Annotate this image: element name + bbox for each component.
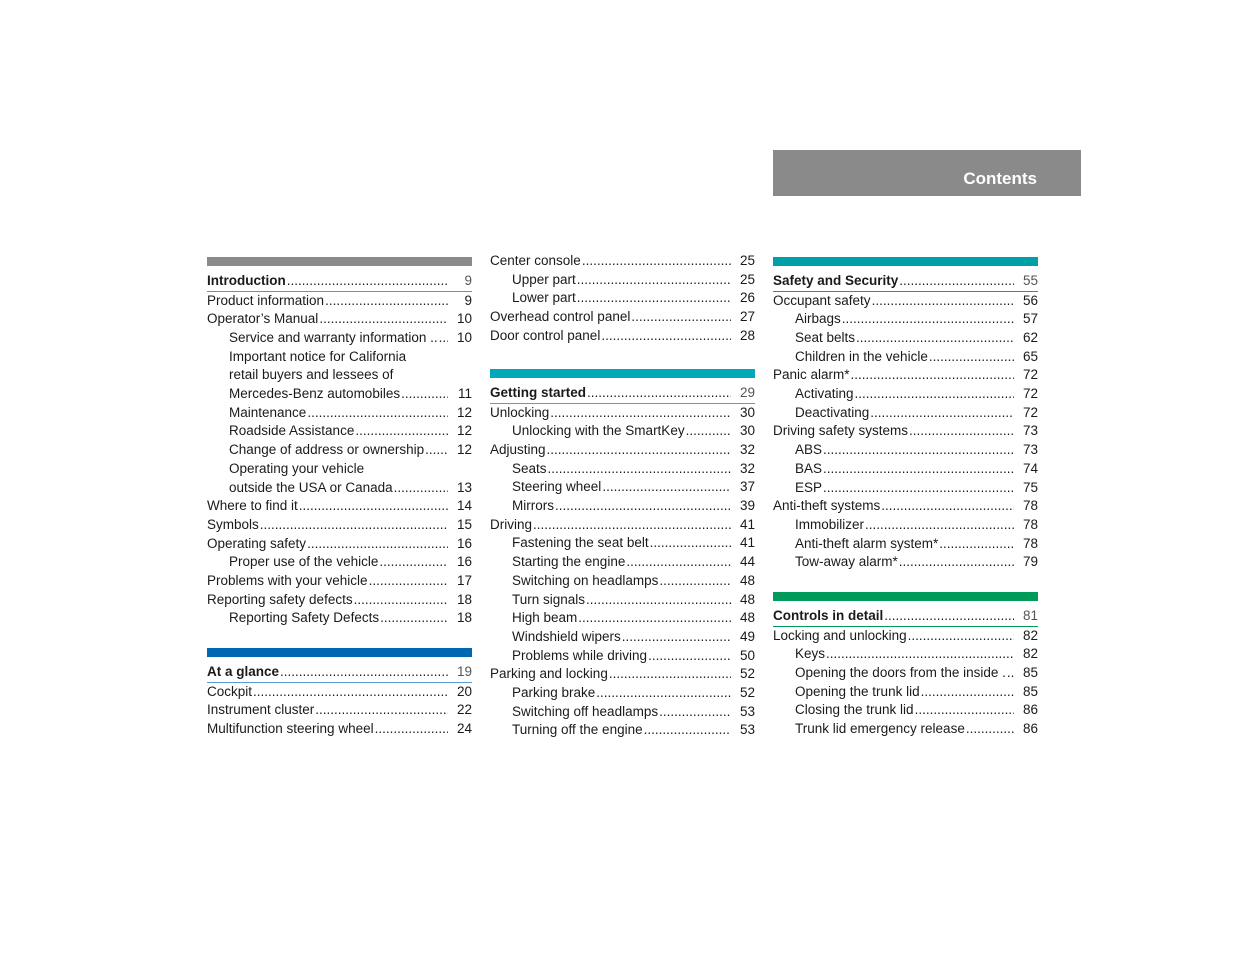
toc-entry-label: Cockpit: [207, 683, 253, 699]
dot-leader: [587, 384, 731, 403]
toc-entry-page: 16: [456, 535, 472, 551]
toc-entry[interactable]: [773, 292, 1038, 311]
toc-entry-label: ABS: [795, 442, 823, 458]
toc-entry-page: 86: [1022, 702, 1038, 718]
dot-leader: [596, 684, 731, 703]
dot-leader: [884, 607, 1014, 626]
toc-entry[interactable]: [207, 423, 472, 442]
toc-entry-page: 37: [739, 479, 755, 495]
toc-entry-label: Proper use of the vehicle: [229, 554, 379, 570]
dot-leader: [915, 701, 1014, 720]
dot-leader: [439, 329, 448, 348]
toc-entry-page: 48: [739, 610, 755, 626]
toc-entry-label: Parking and locking: [490, 666, 608, 682]
dot-leader: [547, 441, 731, 460]
dot-leader: [577, 289, 731, 308]
section-bar-at-a-glance: [207, 648, 472, 657]
toc-entry-label: Deactivating: [795, 404, 870, 420]
toc-entry-label: Instrument cluster: [207, 702, 315, 718]
dot-leader: [355, 422, 448, 441]
toc-entry-label: Children in the vehicle: [795, 348, 928, 364]
toc-entry-page: 85: [1022, 683, 1038, 699]
toc-entry-page: 49: [739, 628, 755, 644]
toc-entry-label: Reporting Safety Defects: [229, 610, 380, 626]
toc-entry-label: Occupant safety: [773, 292, 871, 308]
toc-entry-label: Opening the trunk lid: [795, 683, 920, 699]
toc-entry[interactable]: [773, 683, 1038, 702]
toc-entry-page: 17: [456, 572, 472, 588]
toc-entry-page: 65: [1022, 348, 1038, 364]
toc-entry-page: 85: [1022, 665, 1038, 681]
dot-leader: [394, 479, 448, 498]
toc-entry-page: 25: [739, 271, 755, 287]
dot-leader: [578, 609, 731, 628]
dot-leader: [921, 683, 1014, 702]
toc-entry-label: retail buyers and lessees of: [229, 367, 394, 383]
dot-leader: [823, 479, 1014, 498]
toc-entry-page: 18: [456, 591, 472, 607]
dot-leader: [602, 478, 731, 497]
toc-entry-label: Problems while driving: [512, 647, 648, 663]
toc-entry[interactable]: [207, 292, 472, 311]
section-bar-safety-and-security: [773, 257, 1038, 266]
toc-entry-page: 62: [1022, 330, 1038, 346]
toc-entry-label: Parking brake: [512, 684, 596, 700]
toc-entry[interactable]: [773, 516, 1038, 535]
toc-entry-page: 52: [739, 684, 755, 700]
toc-entry[interactable]: [207, 366, 472, 385]
toc-entry-label: Starting the engine: [512, 554, 626, 570]
dot-leader: [548, 460, 731, 479]
toc-entry-label: Operating your vehicle: [229, 460, 365, 476]
dot-leader: [379, 553, 448, 572]
toc-entry[interactable]: [490, 684, 755, 703]
toc-entry[interactable]: [490, 460, 755, 479]
toc-entry-page: 27: [739, 309, 755, 325]
toc-entry-page: 12: [456, 404, 472, 420]
toc-entry-label: Keys: [795, 646, 826, 662]
toc-entry[interactable]: [207, 609, 472, 628]
dot-leader: [644, 721, 731, 740]
dot-leader: [354, 591, 448, 610]
dot-leader: [826, 645, 1014, 664]
dot-leader: [375, 720, 448, 739]
toc-entry[interactable]: [490, 252, 755, 271]
dot-leader: [280, 663, 448, 682]
dot-leader: [622, 628, 731, 647]
toc-entry-page: 81: [1022, 607, 1038, 623]
toc-entry-page: 11: [457, 386, 472, 402]
dot-leader: [577, 271, 731, 290]
dot-leader: [253, 683, 448, 702]
toc-entry-page: 78: [1022, 516, 1038, 532]
toc-entry[interactable]: [207, 516, 472, 535]
toc-entry[interactable]: [207, 272, 472, 292]
toc-entry-page: 55: [1022, 272, 1038, 288]
toc-entry-label: Lower part: [512, 290, 576, 306]
toc-entry-page: 15: [456, 516, 472, 532]
toc-entry-label: Operating safety: [207, 535, 307, 551]
toc-entry-page: 57: [1022, 311, 1038, 327]
section-safety-and-security: [773, 257, 1038, 572]
dot-leader: [1007, 664, 1014, 683]
dot-leader: [319, 310, 448, 329]
toc-entry[interactable]: [773, 310, 1038, 329]
dot-leader: [586, 591, 731, 610]
toc-entry[interactable]: [773, 607, 1038, 627]
toc-entry[interactable]: [490, 721, 755, 740]
toc-entry-page: 41: [739, 535, 755, 551]
toc-entry-page: 73: [1022, 442, 1038, 458]
toc-entry-page: 14: [456, 498, 472, 514]
toc-entry[interactable]: [490, 647, 755, 666]
dot-leader: [425, 441, 448, 460]
dot-leader: [881, 497, 1014, 516]
toc-entry-page: 53: [739, 703, 755, 719]
dot-leader: [823, 441, 1014, 460]
toc-entry-label: High beam: [512, 610, 578, 626]
toc-entry-page: 48: [739, 591, 755, 607]
toc-entry-label: Change of address or ownership: [229, 442, 425, 458]
dot-leader: [966, 720, 1014, 739]
toc-entry[interactable]: [490, 289, 755, 308]
toc-entry-page: 28: [739, 327, 755, 343]
toc-entry-page: 12: [456, 423, 472, 439]
section-at-a-glance-continued: [490, 252, 755, 345]
toc-entry-label: Activating: [795, 386, 854, 402]
dot-leader: [299, 497, 448, 516]
dot-leader: [582, 252, 731, 271]
dot-leader: [631, 308, 731, 327]
section-bar-controls-in-detail: [773, 592, 1038, 601]
toc-entry[interactable]: [207, 497, 472, 516]
toc-entry[interactable]: [490, 665, 755, 684]
toc-entry[interactable]: [490, 591, 755, 610]
toc-entry[interactable]: [773, 664, 1038, 683]
toc-entry-label: Controls in detail: [773, 607, 884, 623]
toc-entry-page: 53: [739, 722, 755, 738]
dot-leader: [939, 535, 1014, 554]
toc-entry-label: Getting started: [490, 384, 587, 400]
toc-entry-label: Problems with your vehicle: [207, 572, 368, 588]
toc-entry-label: Windshield wipers: [512, 628, 621, 644]
toc-entry-label: ESP: [795, 479, 823, 495]
dot-leader: [659, 572, 731, 591]
toc-entry-page: 9: [464, 292, 472, 308]
toc-entry-page: 52: [739, 666, 755, 682]
toc-entry[interactable]: [207, 701, 472, 720]
dot-leader: [870, 404, 1014, 423]
toc-entry[interactable]: [207, 441, 472, 460]
toc-entry[interactable]: [490, 271, 755, 290]
dot-leader: [609, 665, 731, 684]
dot-leader: [899, 553, 1014, 572]
dot-leader: [856, 329, 1014, 348]
toc-entry-page: 82: [1022, 627, 1038, 643]
toc-entry-label: Door control panel: [490, 327, 601, 343]
toc-entry-label: Unlocking with the SmartKey: [512, 423, 685, 439]
toc-entry-label: Upper part: [512, 271, 576, 287]
dot-leader: [823, 460, 1014, 479]
toc-entry-page: 25: [739, 252, 755, 268]
toc-entry[interactable]: [773, 348, 1038, 367]
dot-leader: [287, 272, 448, 291]
toc-entry-page: 79: [1022, 554, 1038, 570]
toc-entry[interactable]: [773, 535, 1038, 554]
toc-entry-page: 19: [456, 663, 472, 679]
contents-title: Contents: [963, 169, 1037, 188]
dot-leader: [401, 385, 448, 404]
toc-entry-page: 74: [1022, 460, 1038, 476]
dot-leader: [626, 553, 731, 572]
toc-entry-page: 72: [1022, 386, 1038, 402]
toc-entry-label: Unlocking: [490, 404, 550, 420]
toc-entry[interactable]: [773, 497, 1038, 516]
toc-entry-page: 44: [739, 554, 755, 570]
toc-entry[interactable]: [207, 572, 472, 591]
toc-entry-page: 12: [456, 442, 472, 458]
toc-entry-label: Symbols: [207, 516, 259, 532]
toc-entry-label: Closing the trunk lid: [795, 702, 914, 718]
toc-entry[interactable]: [490, 572, 755, 591]
toc-entry[interactable]: [490, 703, 755, 722]
dot-leader: [307, 404, 448, 423]
toc-entry-label: Tow-away alarm*: [795, 554, 898, 570]
toc-entry-page: 9: [464, 272, 472, 288]
toc-entry-label: Immobilizer: [795, 516, 865, 532]
toc-entry[interactable]: [207, 404, 472, 423]
section-at-a-glance: [207, 648, 472, 739]
toc-entry-label: Overhead control panel: [490, 309, 631, 325]
toc-entry-label: Panic alarm*: [773, 367, 850, 383]
toc-entry-label: Switching on headlamps: [512, 572, 659, 588]
toc-entry-label: Important notice for California: [229, 348, 407, 364]
toc-entry-page: 30: [739, 423, 755, 439]
toc-entry-label: Driving: [490, 516, 533, 532]
toc-entry[interactable]: [773, 366, 1038, 385]
toc-entry-page: 30: [739, 404, 755, 420]
dot-leader: [601, 327, 731, 346]
dot-leader: [369, 572, 448, 591]
toc-entry-label: Turning off the engine: [512, 722, 643, 738]
toc-entry[interactable]: [490, 497, 755, 516]
dot-leader: [260, 516, 448, 535]
toc-entry-label: Where to find it: [207, 498, 298, 514]
toc-entry[interactable]: [490, 441, 755, 460]
toc-entry-page: 32: [739, 442, 755, 458]
dot-leader: [315, 701, 448, 720]
toc-entry-page: 73: [1022, 423, 1038, 439]
toc-entry[interactable]: [773, 701, 1038, 720]
toc-entry-label: Service and warranty information ..: [229, 330, 438, 346]
dot-leader: [851, 366, 1014, 385]
section-bar-getting-started: [490, 369, 755, 378]
toc-entry-label: Anti-theft alarm system*: [795, 535, 939, 551]
toc-entry-label: Opening the doors from the inside .: [795, 665, 1006, 681]
toc-entry-page: 10: [456, 311, 472, 327]
dot-leader: [909, 422, 1014, 441]
toc-entry-label: Seats: [512, 460, 547, 476]
toc-entry-page: 72: [1022, 404, 1038, 420]
dot-leader: [929, 348, 1014, 367]
toc-entry-label: Roadside Assistance: [229, 423, 355, 439]
toc-entry[interactable]: [773, 553, 1038, 572]
toc-entry[interactable]: [207, 535, 472, 554]
toc-entry-label: Mirrors: [512, 498, 554, 514]
dot-leader: [650, 534, 731, 553]
section-bar-introduction: [207, 257, 472, 266]
toc-entry-label: Center console: [490, 252, 581, 268]
toc-entry-label: outside the USA or Canada: [229, 479, 393, 495]
dot-leader: [307, 535, 448, 554]
toc-entry-page: 75: [1022, 479, 1038, 495]
toc-entry[interactable]: [773, 720, 1038, 739]
dot-leader: [865, 516, 1014, 535]
toc-entry[interactable]: [773, 645, 1038, 664]
toc-entry-label: Switching off headlamps: [512, 703, 659, 719]
toc-entry[interactable]: [207, 479, 472, 498]
toc-entry[interactable]: [490, 516, 755, 535]
toc-entry[interactable]: [207, 348, 472, 367]
toc-entry[interactable]: [207, 591, 472, 610]
toc-entry[interactable]: [207, 385, 472, 404]
toc-entry-page: 56: [1022, 292, 1038, 308]
toc-entry[interactable]: [773, 329, 1038, 348]
dot-leader: [855, 385, 1014, 404]
toc-entry-label: Trunk lid emergency release: [795, 721, 965, 737]
toc-entry-page: 18: [456, 610, 472, 626]
toc-entry-label: Safety and Security: [773, 272, 899, 288]
toc-entry[interactable]: [490, 478, 755, 497]
toc-entry-label: BAS: [795, 460, 823, 476]
toc-entry[interactable]: [207, 663, 472, 683]
toc-entry-page: 48: [739, 572, 755, 588]
dot-leader: [899, 272, 1014, 291]
toc-entry[interactable]: [490, 327, 755, 346]
toc-entry-page: 10: [456, 330, 472, 346]
toc-entry-page: 72: [1022, 367, 1038, 383]
dot-leader: [533, 516, 731, 535]
toc-entry[interactable]: [773, 627, 1038, 646]
dot-leader: [555, 497, 731, 516]
toc-entry-label: Anti-theft systems: [773, 498, 881, 514]
toc-entry[interactable]: [490, 609, 755, 628]
toc-entry[interactable]: [773, 460, 1038, 479]
toc-entry-page: 39: [739, 498, 755, 514]
toc-entry[interactable]: [773, 441, 1038, 460]
toc-entry-label: Product information: [207, 292, 325, 308]
toc-entry-page: 78: [1022, 498, 1038, 514]
contents-header-tab: [773, 150, 1081, 196]
toc-entry-label: Operator’s Manual: [207, 311, 319, 327]
toc-entry[interactable]: [207, 329, 472, 348]
toc-entry-page: 82: [1022, 646, 1038, 662]
toc-entry-page: 29: [739, 384, 755, 400]
dot-leader: [325, 292, 448, 311]
toc-entry-page: 86: [1022, 721, 1038, 737]
toc-entry-page: 16: [456, 554, 472, 570]
dot-leader: [550, 404, 731, 423]
toc-entry-label: Airbags: [795, 311, 841, 327]
dot-leader: [842, 310, 1014, 329]
toc-entry-page: 50: [739, 647, 755, 663]
toc-entry[interactable]: [207, 310, 472, 329]
toc-entry-page: 78: [1022, 535, 1038, 551]
toc-entry[interactable]: [490, 384, 755, 404]
toc-entry-page: 32: [739, 460, 755, 476]
toc-entry-page: 22: [456, 702, 472, 718]
toc-entry[interactable]: [773, 385, 1038, 404]
toc-entry-label: Adjusting: [490, 442, 546, 458]
toc-entry-label: Driving safety systems: [773, 423, 909, 439]
section-getting-started: [490, 369, 755, 740]
toc-entry-label: Steering wheel: [512, 479, 602, 495]
toc-entry-label: Reporting safety defects: [207, 591, 353, 607]
dot-leader: [380, 609, 448, 628]
toc-entry-page: 24: [456, 721, 472, 737]
dot-leader: [908, 627, 1014, 646]
toc-entry[interactable]: [490, 404, 755, 423]
toc-entry[interactable]: [207, 460, 472, 479]
toc-entry[interactable]: [490, 422, 755, 441]
toc-entry-page: 13: [456, 479, 472, 495]
toc-entry[interactable]: [773, 479, 1038, 498]
toc-entry-page: 26: [739, 290, 755, 306]
dot-leader: [659, 703, 731, 722]
toc-entry-label: Multifunction steering wheel: [207, 721, 374, 737]
dot-leader: [686, 422, 731, 441]
dot-leader: [648, 647, 731, 666]
toc-entry-label: Locking and unlocking: [773, 627, 907, 643]
section-introduction: [207, 257, 472, 628]
toc-entry[interactable]: [490, 553, 755, 572]
toc-entry[interactable]: [207, 720, 472, 739]
toc-entry[interactable]: [490, 308, 755, 327]
toc-entry[interactable]: [207, 553, 472, 572]
toc-entry-label: At a glance: [207, 663, 280, 679]
toc-entry[interactable]: [773, 423, 1038, 442]
toc-entry[interactable]: [773, 272, 1038, 292]
toc-entry[interactable]: [773, 404, 1038, 423]
dot-leader: [872, 292, 1014, 311]
toc-entry-label: Seat belts: [795, 330, 856, 346]
toc-entry-page: 41: [739, 516, 755, 532]
toc-entry-label: Turn signals: [512, 591, 586, 607]
section-controls-in-detail: [773, 592, 1038, 739]
toc-entry[interactable]: [207, 683, 472, 702]
toc-entry-label: Introduction: [207, 272, 286, 288]
toc-entry[interactable]: [490, 535, 755, 554]
toc-entry[interactable]: [490, 628, 755, 647]
toc-entry-page: 20: [456, 683, 472, 699]
toc-entry-label: Maintenance: [229, 404, 307, 420]
toc-entry-label: Fastening the seat belt: [512, 535, 649, 551]
toc-entry-label: Mercedes-Benz automobiles: [229, 386, 401, 402]
